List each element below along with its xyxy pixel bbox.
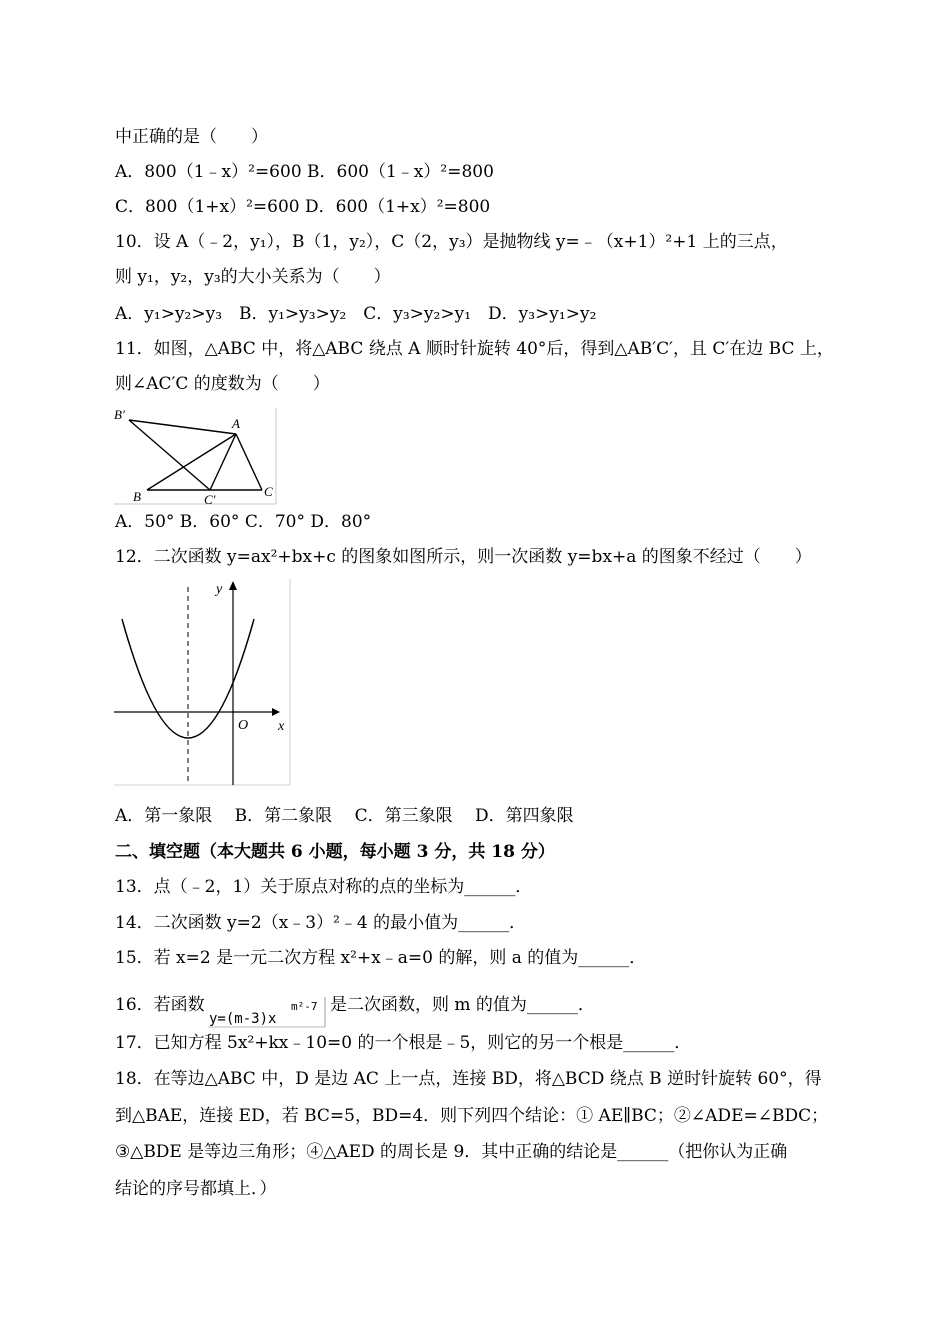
q18-line4: 结论的序号都填上．）: [115, 1179, 277, 1199]
label-origin: O: [238, 718, 249, 733]
q18-line3: ③△BDE 是等边三角形；④△AED 的周长是 9．其中正确的结论是______（把你认为正确: [115, 1142, 788, 1162]
section-heading-fill-in: 二、填空题（本大题共 6 小题，每小题 3 分，共 18 分）: [115, 842, 555, 862]
q16-formula-image: [207, 993, 327, 1029]
q9-options-ab: A．800（1﹣x）²=600 B．600（1﹣x）²=800: [115, 162, 494, 182]
q11-options: A．50° B．60° C．70° D．80°: [115, 512, 372, 532]
label-a: A: [232, 416, 240, 431]
q13: 13．点（﹣2，1）关于原点对称的点的坐标为______．: [115, 877, 533, 897]
formula-exponent: m²-7: [291, 1000, 318, 1013]
label-x: x: [278, 719, 285, 734]
q11-stem-cont: 则∠AC′C 的度数为（ ）: [115, 374, 330, 394]
label-b: B: [133, 489, 141, 504]
q9-options-cd: C．800（1+x）²=600 D．600（1+x）²=800: [115, 197, 491, 217]
q10-stem: 10．设 A（﹣2，y₁），B（1，y₂），C（2，y₃）是抛物线 y=﹣（x+1）²+1 上的三点，: [115, 232, 788, 252]
q12-parabola-figure: [112, 577, 292, 787]
x-axis-arrow: [272, 708, 280, 716]
q14: 14．二次函数 y=2（x﹣3）²﹣4 的最小值为______．: [115, 913, 527, 933]
q12-options: A．第一象限 B．第二象限 C．第三象限 D．第四象限: [115, 806, 574, 826]
q15: 15．若 x=2 是一元二次方程 x²+x﹣a=0 的解，则 a 的值为______．: [115, 948, 647, 968]
q18-line1: 18．在等边△ABC 中，D 是边 AC 上一点，连接 BD，将△BCD 绕点 B 逆时针旋转 60°，得: [115, 1069, 822, 1089]
q9-stem-end: 中正确的是（ ）: [115, 127, 268, 147]
q11-stem: 11．如图，△ABC 中，将△ABC 绕点 A 顺时针旋转 40°后，得到△AB′C′，且 C′在边 BC 上，: [115, 339, 834, 359]
label-b-prime: B′: [114, 407, 125, 422]
q11-triangle-figure: [112, 406, 278, 506]
q10-options: A．y₁>y₂>y₃ B．y₁>y₃>y₂ C．y₃>y₂>y₁ D．y₃>y₁>y₂: [115, 304, 597, 324]
label-c: C: [264, 484, 273, 499]
segment-a-c: [236, 434, 262, 490]
y-axis-arrow: [229, 581, 237, 590]
q16-prefix: 16．若函数: [115, 995, 205, 1015]
q18-line2: 到△BAE，连接 ED，若 BC=5，BD=4．则下列四个结论：① AE∥BC；②∠ADE=∠BDC；: [115, 1106, 829, 1126]
q17: 17．已知方程 5x²+kx﹣10=0 的一个根是﹣5，则它的另一个根是______．: [115, 1033, 692, 1053]
q10-stem-cont: 则 y₁，y₂，y₃的大小关系为（ ）: [115, 267, 391, 287]
label-y: y: [216, 582, 223, 597]
formula-base: y=(m-3)x: [209, 1011, 277, 1027]
segment-bp-a: [129, 420, 236, 434]
label-c-prime: C′: [204, 492, 216, 506]
q12-stem: 12．二次函数 y=ax²+bx+c 的图象如图所示，则一次函数 y=bx+a 的图象不经过（ ）: [115, 547, 812, 567]
q16-suffix: 是二次函数，则 m 的值为______．: [330, 995, 595, 1015]
segment-bp-cp: [129, 420, 210, 490]
